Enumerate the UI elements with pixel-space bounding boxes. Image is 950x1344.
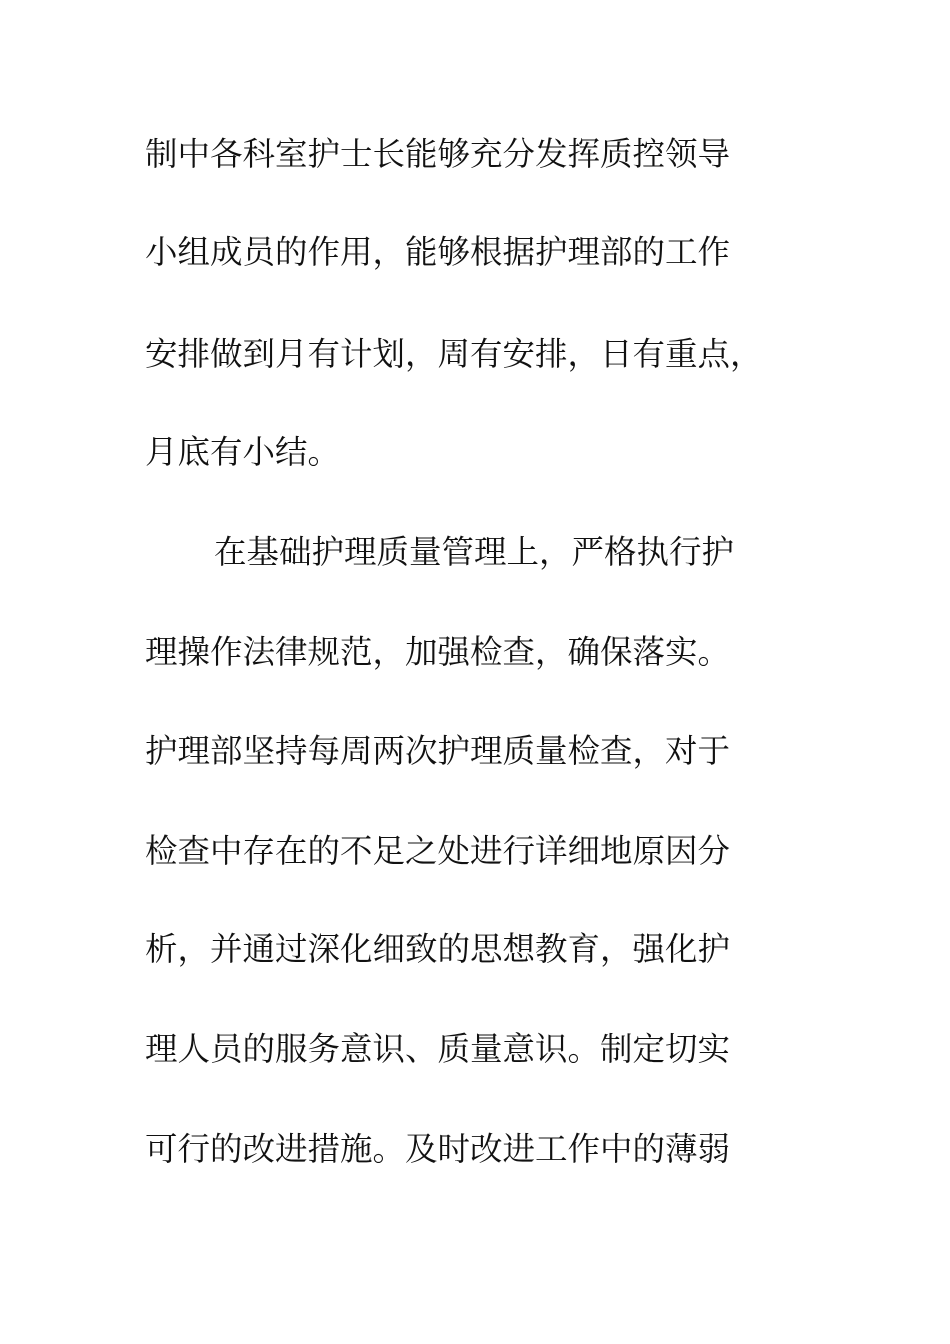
paragraph-line: 护理部坚持每周两次护理质量检查，对于 xyxy=(145,732,731,770)
paragraph-line: 小组成员的作用，能够根据护理部的工作 xyxy=(145,233,731,271)
paragraph-line: 检查中存在的不足之处进行详细地原因分 xyxy=(145,832,731,870)
paragraph-line: 月底有小结。 xyxy=(145,433,341,471)
paragraph-line: 理操作法律规范，加强检查，确保落实。 xyxy=(145,633,731,671)
paragraph-line: 可行的改进措施。及时改进工作中的薄弱 xyxy=(145,1130,731,1168)
paragraph-line: 理人员的服务意识、质量意识。制定切实 xyxy=(145,1030,731,1068)
paragraph-line: 安排做到月有计划，周有安排，日有重点， xyxy=(145,335,763,373)
paragraph-line-indented: 在基础护理质量管理上，严格执行护 xyxy=(214,533,735,571)
paragraph-line: 析，并通过深化细致的思想教育，强化护 xyxy=(145,930,731,968)
paragraph-line: 制中各科室护士长能够充分发挥质控领导 xyxy=(145,135,731,173)
